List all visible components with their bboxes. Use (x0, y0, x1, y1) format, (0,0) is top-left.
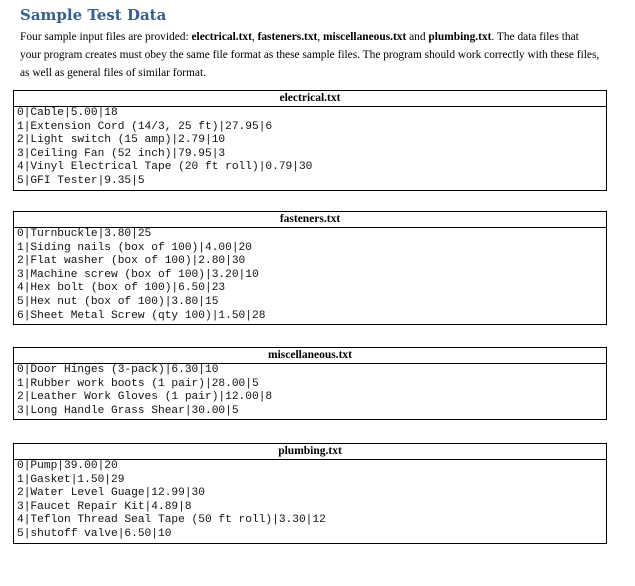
section-heading: Sample Test Data (20, 6, 167, 24)
file-line: 3|Faucet Repair Kit|4.89|8 (17, 500, 192, 513)
filename-fasteners: fasteners.txt (257, 31, 318, 43)
file-line: 3|Long Handle Grass Shear|30.00|5 (17, 404, 239, 417)
file-line: 2|Leather Work Gloves (1 pair)|12.00|8 (17, 391, 273, 404)
file-line: 4|Vinyl Electrical Tape (20 ft roll)|0.79|30 (17, 161, 313, 174)
file-table-electrical (13, 90, 607, 191)
intro-sep-2: , (317, 31, 324, 43)
filename-miscellaneous: miscellaneous.txt (323, 31, 407, 43)
file-line: 3|Ceiling Fan (52 inch)|79.95|3 (17, 147, 226, 160)
file-line: 6|Sheet Metal Screw (qty 100)|1.50|28 (17, 309, 266, 322)
file-table-body (14, 364, 606, 419)
file-line: 3|Machine screw (box of 100)|3.20|10 (17, 268, 259, 281)
file-table-title: plumbing.txt (14, 444, 606, 460)
intro-sep-3: and (406, 31, 429, 43)
file-line: 5|GFI Tester|9.35|5 (17, 174, 145, 187)
file-table-title: miscellaneous.txt (14, 348, 606, 364)
file-line: 4|Hex bolt (box of 100)|6.50|23 (17, 282, 226, 295)
file-table-body (14, 460, 606, 543)
file-line: 4|Teflon Thread Seal Tape (50 ft roll)|3.30|12 (17, 514, 326, 527)
intro-sep-1: , (251, 31, 258, 43)
file-table-body (14, 228, 606, 324)
intro-text-1: Four sample input files are provided: (20, 31, 192, 43)
intro-paragraph (20, 28, 600, 82)
file-line: 5|shutoff valve|6.50|10 (17, 527, 172, 540)
file-table-title: electrical.txt (14, 91, 606, 107)
filename-plumbing: plumbing.txt (428, 31, 492, 43)
file-line: 1|Siding nails (box of 100)|4.00|20 (17, 241, 252, 254)
filename-electrical: electrical.txt (191, 31, 252, 43)
file-line: 2|Flat washer (box of 100)|2.80|30 (17, 255, 246, 268)
file-table-body (14, 107, 606, 190)
file-line: 1|Rubber work boots (1 pair)|28.00|5 (17, 377, 259, 390)
file-line: 1|Gasket|1.50|29 (17, 473, 125, 486)
file-line: 0|Turnbuckle|3.80|25 (17, 228, 152, 240)
file-table-title: fasteners.txt (14, 212, 606, 228)
file-table-miscellaneous (13, 347, 607, 420)
file-table-plumbing (13, 443, 607, 544)
file-line: 0|Cable|5.00|18 (17, 107, 118, 119)
file-line: 1|Extension Cord (14/3, 25 ft)|27.95|6 (17, 120, 273, 133)
file-line: 2|Light switch (15 amp)|2.79|10 (17, 134, 226, 147)
intro-text-2: . The data files that your program creates must obey the same file format as these sample files. The program should work correctly with these files, as well as general files of similar format. (20, 31, 600, 79)
file-line: 5|Hex nut (box of 100)|3.80|15 (17, 295, 219, 308)
file-line: 0|Door Hinges (3-pack)|6.30|10 (17, 364, 219, 376)
file-table-fasteners (13, 211, 607, 325)
file-line: 0|Pump|39.00|20 (17, 460, 118, 472)
file-line: 2|Water Level Guage|12.99|30 (17, 487, 205, 500)
